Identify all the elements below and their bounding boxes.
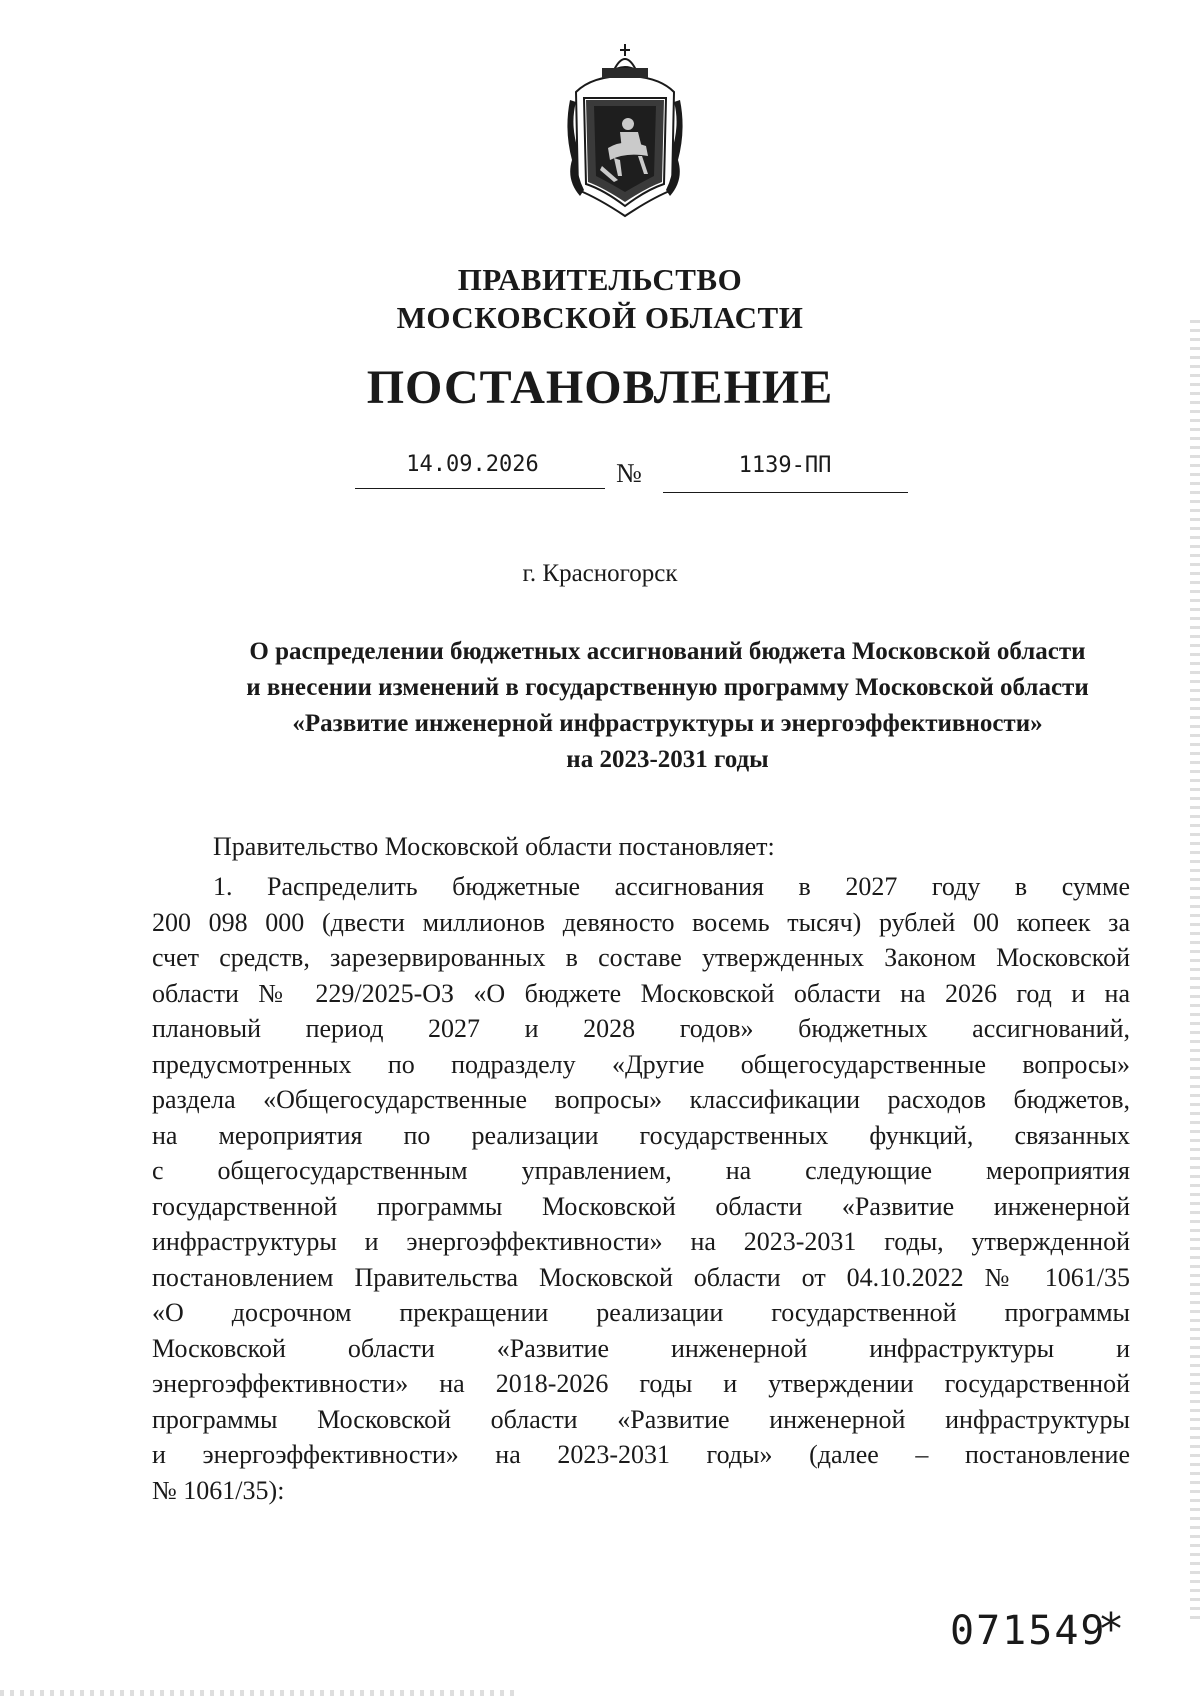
body-line: раздела «Общегосударственные вопросы» классификации расходов бюджетов, — [152, 1085, 1130, 1114]
body-line: 200 098 000 (двести миллионов девяносто восемь тысяч) рублей 00 копеек за — [152, 907, 1130, 937]
title-line: «Развитие инженерной инфраструктуры и энергоэффективности» — [292, 710, 1043, 737]
title-line: и внесении изменений в государственную программу Московской области — [246, 674, 1089, 701]
body-line: государственной программы Московской области «Развитие инженерной — [152, 1191, 1130, 1221]
date-underline — [355, 488, 605, 489]
body-line: 1. Распределить бюджетные ассигнования в 2027 году в сумме — [213, 872, 1130, 901]
scan-edge-artifact — [1190, 320, 1200, 1620]
form-serial-number: 071549 — [950, 1608, 1107, 1654]
body-line: постановлением Правительства Московской области от 04.10.2022 № 1061/35 — [152, 1262, 1130, 1292]
title-line: на 2023-2031 годы — [566, 746, 769, 773]
asterisk-mark: * — [1100, 1604, 1122, 1655]
body-line: плановый период 2027 и 2028 годов» бюджетных ассигнований, — [152, 1014, 1130, 1043]
organization-name-line2: МОСКОВСКОЙ ОБЛАСТИ — [396, 300, 804, 335]
body-line: энергоэффективности» на 2018-2026 годы и утверждении государственной — [152, 1369, 1130, 1398]
body-line: с общегосударственным управлением, на следующие мероприятия — [152, 1156, 1130, 1185]
body-line: программы Московской области «Развитие инженерной инфраструктуры — [152, 1404, 1130, 1434]
number-sign: № — [616, 458, 642, 488]
resolution-intro: Правительство Московской области постановляет: — [213, 832, 775, 861]
body-line: области № 229/2025-ОЗ «О бюджете Московской области на 2026 год и на — [152, 978, 1130, 1008]
coat-of-arms-emblem — [562, 40, 688, 218]
body-line: на мероприятия по реализации государственных функций, связанных — [152, 1120, 1130, 1150]
document-number: 1139-ПП — [738, 453, 832, 478]
body-line: предусмотренных по подразделу «Другие общегосударственные вопросы» — [152, 1049, 1130, 1079]
organization-name-line1: ПРАВИТЕЛЬСТВО — [457, 262, 743, 297]
body-line: «О досрочном прекращении реализации государственной программы — [152, 1298, 1130, 1327]
body-line: инфраструктуры и энергоэффективности» на 2023-2031 годы, утвержденной — [152, 1227, 1130, 1256]
scan-bottom-artifact — [0, 1690, 520, 1696]
body-line: Московской области «Развитие инженерной инфраструктуры и — [152, 1333, 1130, 1363]
document-title — [195, 634, 1140, 778]
body-line: и энергоэффективности» на 2023-2031 годы» (далее – постановление — [152, 1440, 1130, 1469]
body-paragraph — [152, 869, 1130, 1508]
body-line: № 1061/35): — [152, 1475, 285, 1505]
body-line: счет средств, зарезервированных в составе утвержденных Законом Московской — [152, 943, 1130, 972]
document-date: 14.09.2026 — [406, 452, 539, 477]
number-underline — [663, 492, 908, 493]
document-type-heading: ПОСТАНОВЛЕНИЕ — [366, 361, 834, 414]
city-location: г. Красногорск — [522, 560, 678, 587]
title-line: О распределении бюджетных ассигнований бюджета Московской области — [249, 638, 1086, 665]
